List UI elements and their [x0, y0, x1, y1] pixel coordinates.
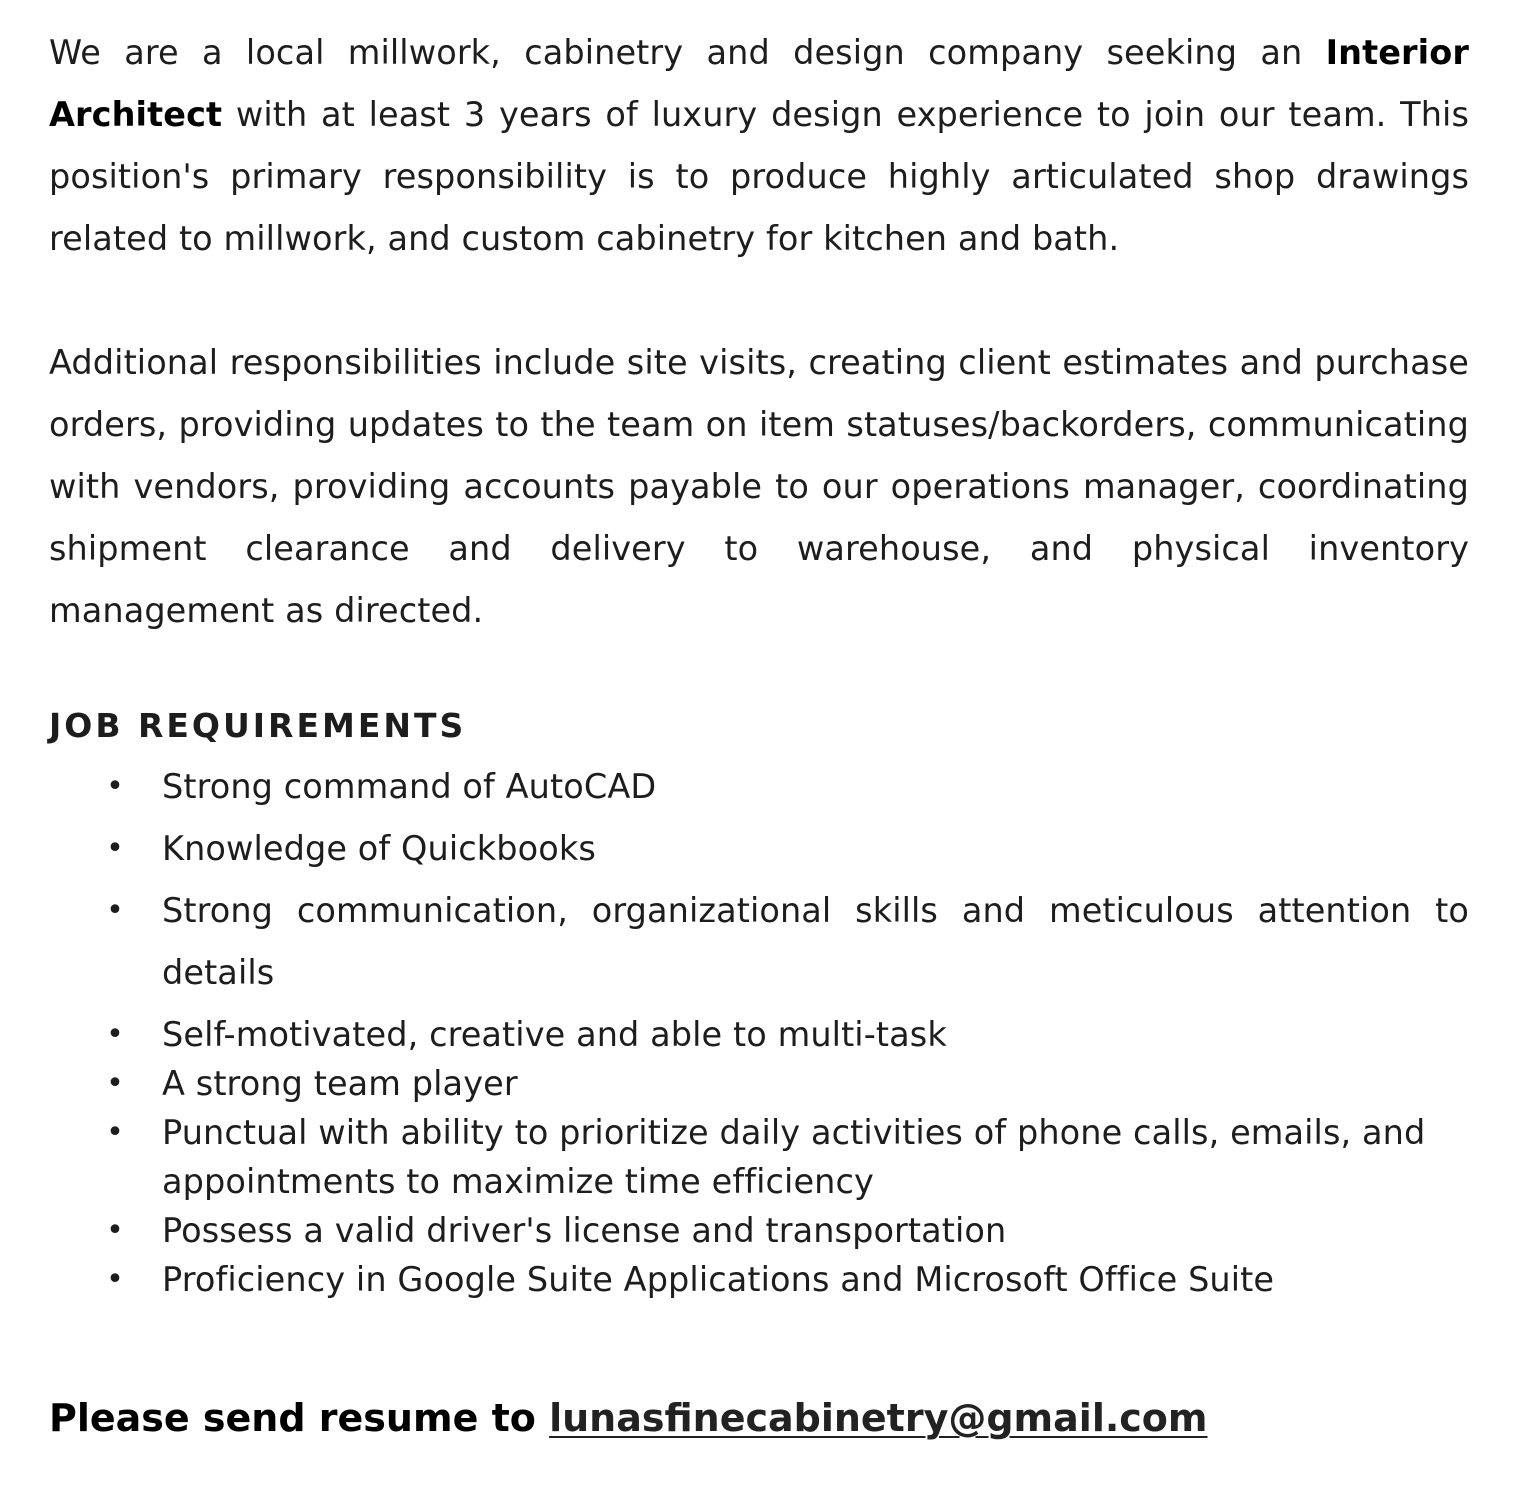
contact-prefix: Please send resume to	[49, 1396, 550, 1440]
bullet-icon: •	[106, 1262, 124, 1297]
list-item-text: Proficiency in Google Suite Applications and Microsoft Office Suite	[162, 1260, 1275, 1299]
bullet-icon: •	[106, 1017, 124, 1052]
intro-paragraph	[49, 22, 1469, 270]
list-item-text: Knowledge of Quickbooks	[162, 829, 596, 868]
list-item-text: Possess a valid driver's license and transportation	[162, 1211, 1007, 1250]
bullet-icon: •	[106, 1066, 124, 1101]
bullet-icon: •	[106, 831, 124, 866]
bullet-icon: •	[106, 893, 124, 928]
intro-text-pre: We are a local millwork, cabinetry and design company seeking an	[49, 33, 1326, 72]
list-item	[49, 1010, 1469, 1059]
bullet-icon: •	[106, 1115, 124, 1150]
bullet-icon: •	[106, 1213, 124, 1248]
list-item	[49, 880, 1469, 1004]
list-item-text: Strong command of AutoCAD	[162, 767, 657, 806]
list-item	[49, 818, 1469, 880]
list-item	[49, 1108, 1469, 1206]
list-item-text: A strong team player	[162, 1064, 518, 1103]
list-item	[49, 1255, 1469, 1304]
list-item-text: Strong communication, organizational skills and meticulous attention to details	[162, 891, 1469, 992]
intro-text-post: with at least 3 years of luxury design experience to join our team. This position's primary responsibility is to produce highly articulated shop drawings related to millwork, and custom cabinetry for kitchen and bath.	[49, 95, 1469, 258]
responsibilities-paragraph: Additional responsibilities include site visits, creating client estimates and purchase orders, providing updates to the team on item statuses/backorders, communicating with vendors, providing accounts payable to our operations manager, coordinating shipment clearance and delivery to warehouse, and physical inventory management as directed.	[49, 343, 1469, 630]
job-posting	[49, 22, 1469, 1304]
list-item-text: Self-motivated, creative and able to multi-task	[162, 1015, 947, 1054]
list-item	[49, 1059, 1469, 1108]
paragraph-gap	[49, 270, 1469, 332]
bullet-icon: •	[106, 769, 124, 804]
requirements-list	[49, 756, 1469, 1304]
contact-line	[49, 1396, 1208, 1440]
requirements-heading: JOB REQUIREMENTS	[49, 706, 467, 745]
list-item-text: Punctual with ability to prioritize daily activities of phone calls, emails, and appointments to maximize time efficiency	[162, 1113, 1426, 1201]
list-item	[49, 756, 1469, 818]
job-title: Interior Architect	[49, 33, 1469, 134]
list-item	[49, 1206, 1469, 1255]
email-link[interactable]: lunasfinecabinetry@gmail.com	[549, 1396, 1208, 1440]
